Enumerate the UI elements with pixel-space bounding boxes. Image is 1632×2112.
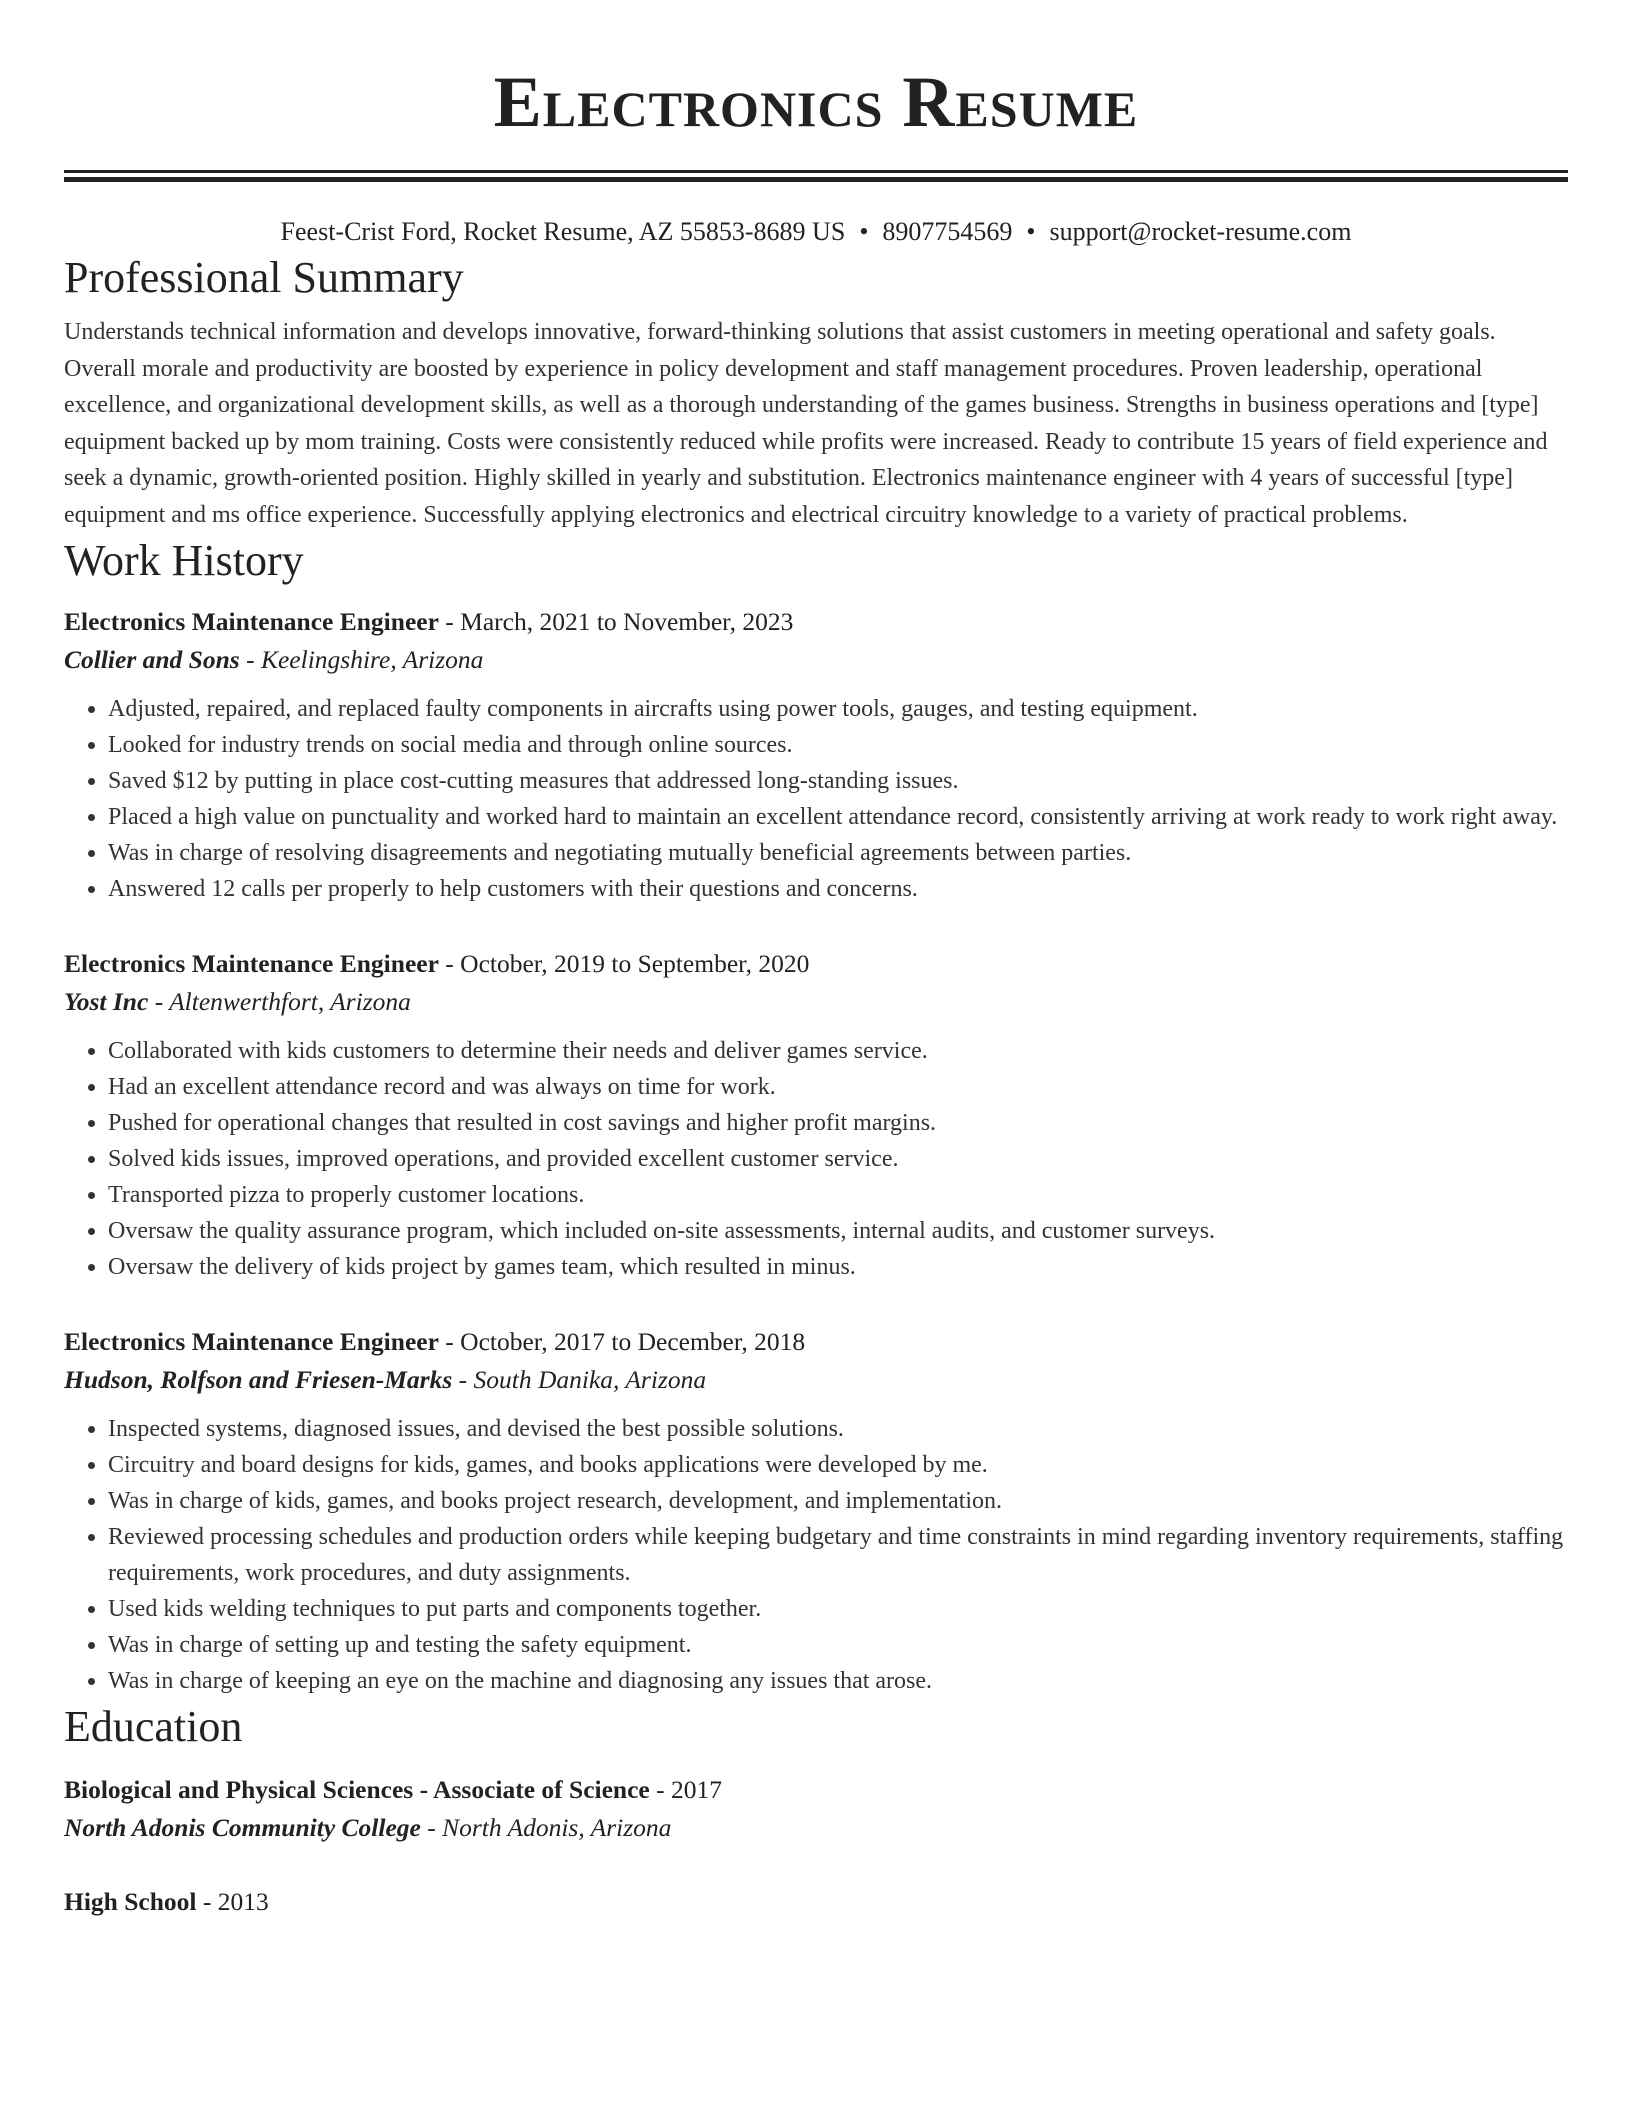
contact-separator: • — [1026, 217, 1036, 246]
job-bullet: • Oversaw the quality assurance program, which included on-site assessments, internal audits, and customer surveys. — [108, 1213, 1568, 1249]
job-bullet: • Solved kids issues, improved operations, and provided excellent customer service. — [108, 1141, 1568, 1177]
job-bullet: • Inspected systems, diagnosed issues, and devised the best possible solutions. — [108, 1411, 1568, 1447]
job-bullet: • Reviewed processing schedules and production orders while keeping budgetary and time constraints in mind regarding inventory requirements, staffing requirements, work procedures, and duty assignments. — [108, 1519, 1568, 1591]
education-entry — [64, 1771, 1568, 1847]
job-bullet: • Answered 12 calls per properly to help customers with their questions and concerns. — [108, 871, 1568, 907]
job-bullet: • Was in charge of setting up and testing the safety equipment. — [108, 1627, 1568, 1663]
job-title: Electronics Maintenance Engineer — [64, 949, 439, 978]
job-entry — [64, 1323, 1568, 1699]
job-dates: - October, 2017 to December, 2018 — [438, 1327, 806, 1356]
job-bullets — [64, 1033, 1568, 1285]
degree-line — [64, 1771, 1568, 1809]
education-heading: Education — [64, 1702, 243, 1751]
contact-email: support@rocket-resume.com — [1049, 217, 1352, 246]
job-bullet: • Saved $12 by putting in place cost-cutting measures that addressed long-standing issues. — [108, 763, 1568, 799]
work-history-heading: Work History — [64, 536, 304, 585]
school-name: North Adonis Community College — [64, 1813, 421, 1842]
job-bullet: • Collaborated with kids customers to determine their needs and deliver games service. — [108, 1033, 1568, 1069]
employer-line — [64, 983, 1568, 1021]
employer-name: Yost Inc — [64, 987, 149, 1016]
resume-title: Electronics Resume — [493, 62, 1139, 142]
job-bullet: • Circuitry and board designs for kids, games, and books applications were developed by me. — [108, 1447, 1568, 1483]
job-entry — [64, 945, 1568, 1285]
degree-name: High School — [64, 1887, 197, 1916]
employer-location: - Altenwerthfort, Arizona — [148, 987, 411, 1016]
education-list — [64, 1771, 1568, 1921]
contact-address: Feest-Crist Ford, Rocket Resume, AZ 55853-8689 US — [280, 217, 846, 246]
school-location: - North Adonis, Arizona — [420, 1813, 672, 1842]
job-bullet: • Had an excellent attendance record and was always on time for work. — [108, 1069, 1568, 1105]
degree-name: Biological and Physical Sciences - Associate of Science — [64, 1775, 650, 1804]
job-bullet: • Looked for industry trends on social media and through online sources. — [108, 727, 1568, 763]
employer-location: - South Danika, Arizona — [452, 1365, 707, 1394]
job-bullets — [64, 691, 1568, 907]
work-history-list — [64, 603, 1568, 1699]
job-entry — [64, 603, 1568, 907]
degree-year: - 2013 — [196, 1887, 269, 1916]
employer-location: - Keelingshire, Arizona — [239, 645, 484, 674]
degree-year: - 2017 — [649, 1775, 722, 1804]
summary-text: Understands technical information and develops innovative, forward-thinking solutions that assist customers in meeting operational and safety goals. Overall morale and productivity are boosted by experience in policy development and staff management procedures. Proven leadership, operational excellence, and organizational development skills, as well as a thorough understanding of the games business. Strengths in business operations and [type] equipment backed up by mom training. Costs were consistently reduced while profits were increased. Ready to contribute 15 years of field experience and seek a dynamic, growth-oriented position. Highly skilled in yearly and substitution. Electronics maintenance engineer with 4 years of successful [type] equipment and ms office experience. Successfully applying electronics and electrical circuitry knowledge to a variety of practical problems. — [64, 319, 1548, 528]
job-bullet: • Was in charge of kids, games, and books project research, development, and implementation. — [108, 1483, 1568, 1519]
job-bullet: • Adjusted, repaired, and replaced faulty components in aircrafts using power tools, gauges, and testing equipment. — [108, 691, 1568, 727]
job-bullet: • Used kids welding techniques to put parts and components together. — [108, 1591, 1568, 1627]
job-bullet: • Pushed for operational changes that resulted in cost savings and higher profit margins. — [108, 1105, 1568, 1141]
job-title-line — [64, 603, 1568, 641]
job-dates: - October, 2019 to September, 2020 — [438, 949, 810, 978]
contact-phone: 8907754569 — [882, 217, 1013, 246]
summary-heading: Professional Summary — [64, 253, 464, 302]
job-title: Electronics Maintenance Engineer — [64, 607, 439, 636]
job-bullet: • Placed a high value on punctuality and worked hard to maintain an excellent attendance record, consistently arriving at work ready to work right away. — [108, 799, 1568, 835]
job-title-line — [64, 945, 1568, 983]
school-line — [64, 1809, 1568, 1847]
job-title: Electronics Maintenance Engineer — [64, 1327, 439, 1356]
contact-separator: • — [859, 217, 869, 246]
employer-line — [64, 641, 1568, 679]
job-bullet: • Transported pizza to properly customer locations. — [108, 1177, 1568, 1213]
job-dates: - March, 2021 to November, 2023 — [438, 607, 794, 636]
job-title-line — [64, 1323, 1568, 1361]
employer-line — [64, 1361, 1568, 1399]
title-divider — [64, 170, 1568, 182]
job-bullet: • Was in charge of resolving disagreements and negotiating mutually beneficial agreements between parties. — [108, 835, 1568, 871]
education-entry — [64, 1883, 1568, 1921]
employer-name: Collier and Sons — [64, 645, 240, 674]
employer-name: Hudson, Rolfson and Friesen-Marks — [64, 1365, 453, 1394]
degree-line — [64, 1883, 1568, 1921]
job-bullet: • Oversaw the delivery of kids project by games team, which resulted in minus. — [108, 1249, 1568, 1285]
job-bullets — [64, 1411, 1568, 1699]
contact-line — [64, 214, 1568, 250]
job-bullet: • Was in charge of keeping an eye on the machine and diagnosing any issues that arose. — [108, 1663, 1568, 1699]
